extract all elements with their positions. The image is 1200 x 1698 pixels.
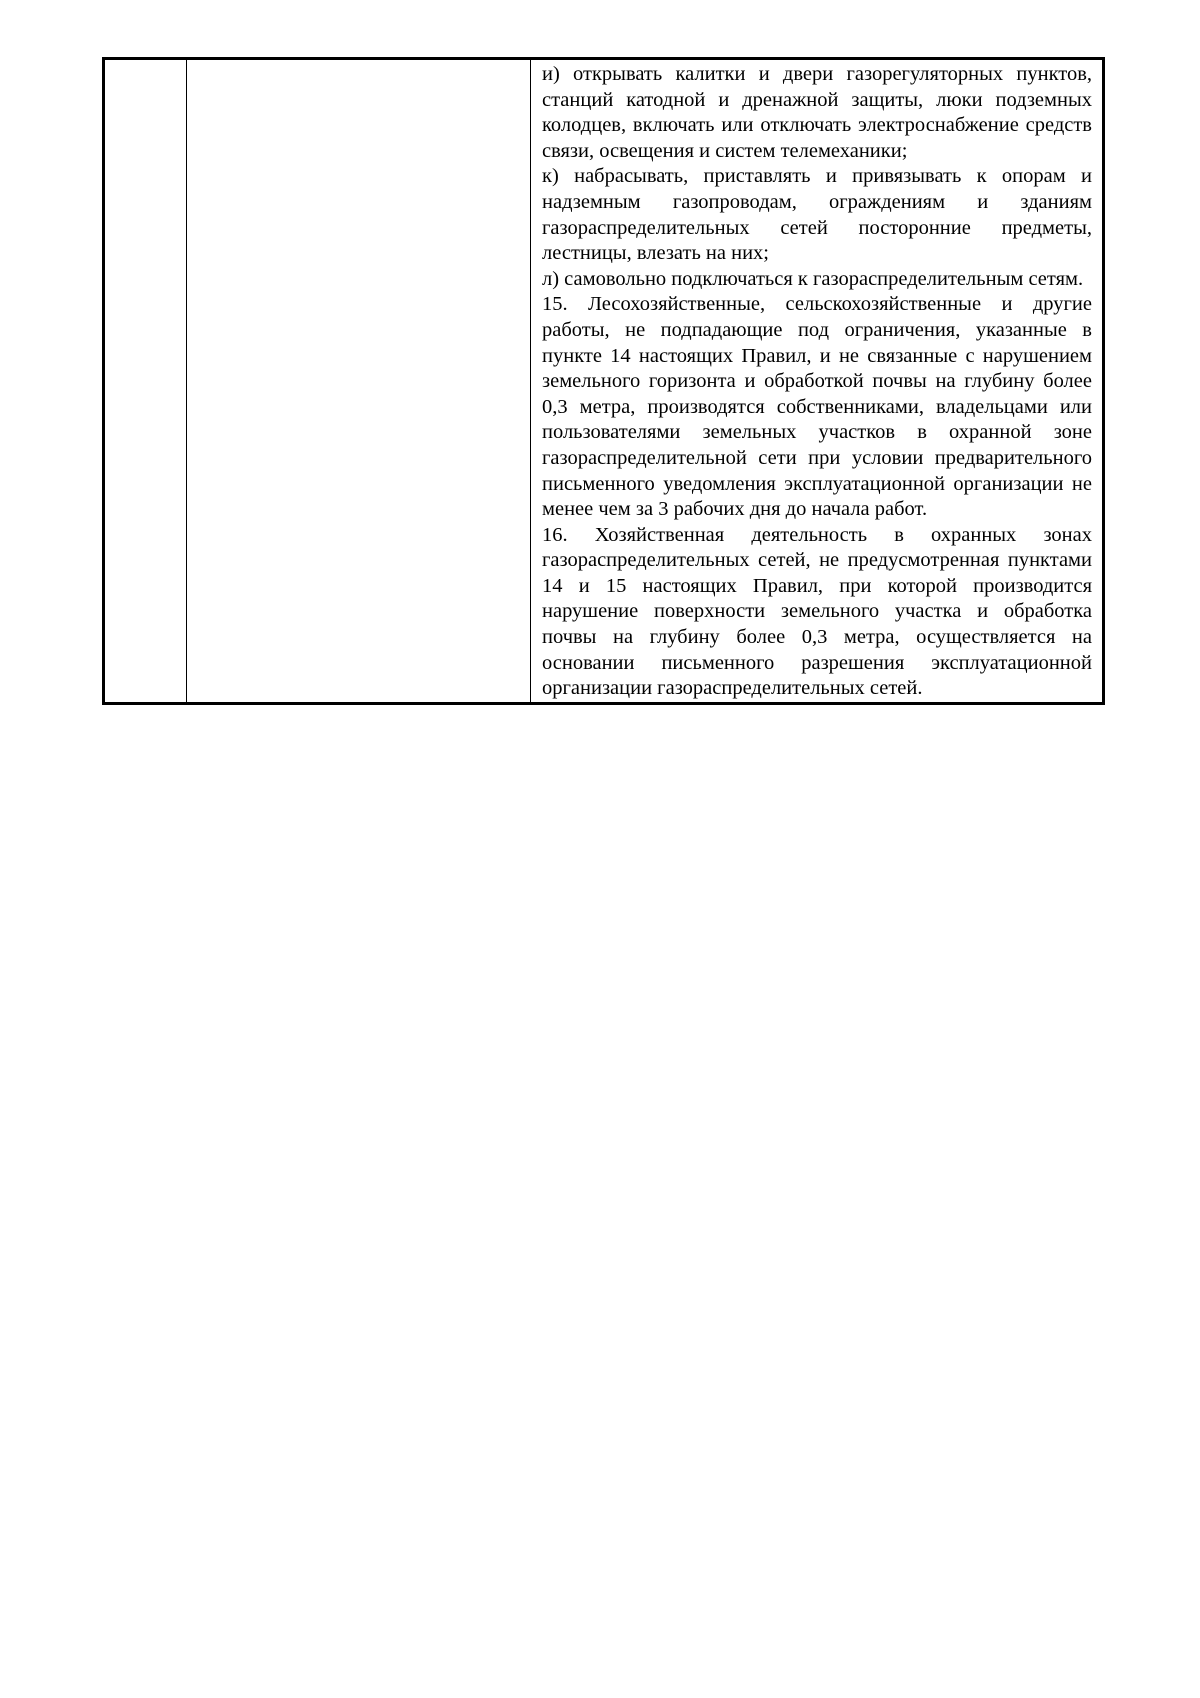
paragraph-item-l: л) самовольно подключаться к газораспределительным сетям. bbox=[542, 267, 1084, 290]
table-row bbox=[104, 59, 1104, 704]
paragraph-clause-16: 16. Хозяйственная деятельность в охранных зонах газораспределительных сетей, не предусмотренная пунктами 14 и 15 настоящих Правил, при которой производится нарушение поверхности земельного участка и обработка почвы на глубину более 0,3 метра, осуществляется на основании письменного разрешения эксплуатационной организации газораспределительных сетей. bbox=[542, 523, 1092, 700]
row-name-cell bbox=[187, 59, 531, 704]
row-number-cell bbox=[104, 59, 187, 704]
rules-table bbox=[102, 57, 1105, 705]
paragraph-clause-15: 15. Лесохозяйственные, сельскохозяйственные и другие работы, не подпадающие под ограничения, указанные в пункте 14 настоящих Правил, и не связанные с нарушением земельного горизонта и обработкой почвы на глубину более 0,3 метра, производятся собственниками, владельцами или пользователями земельных участков в охранной зоне газораспределительной сети при условии предварительного письменного уведомления эксплуатационной организации не менее чем за 3 рабочих дня до начала работ. bbox=[542, 293, 1092, 521]
rules-text bbox=[531, 60, 1102, 702]
paragraph-item-i: и) открывать калитки и двери газорегуляторных пунктов, станций катодной и дренажной защиты, люки подземных колодцев, включать или отключать электроснабжение средств связи, освещения и систем телемеханики; bbox=[542, 63, 1092, 162]
row-text-cell bbox=[531, 59, 1104, 704]
paragraph-item-k: к) набрасывать, приставлять и привязывать к опорам и надземным газопроводам, ограждениям и зданиям газораспределительных сетей посторонние предметы, лестницы, влезать на них; bbox=[542, 165, 1092, 265]
